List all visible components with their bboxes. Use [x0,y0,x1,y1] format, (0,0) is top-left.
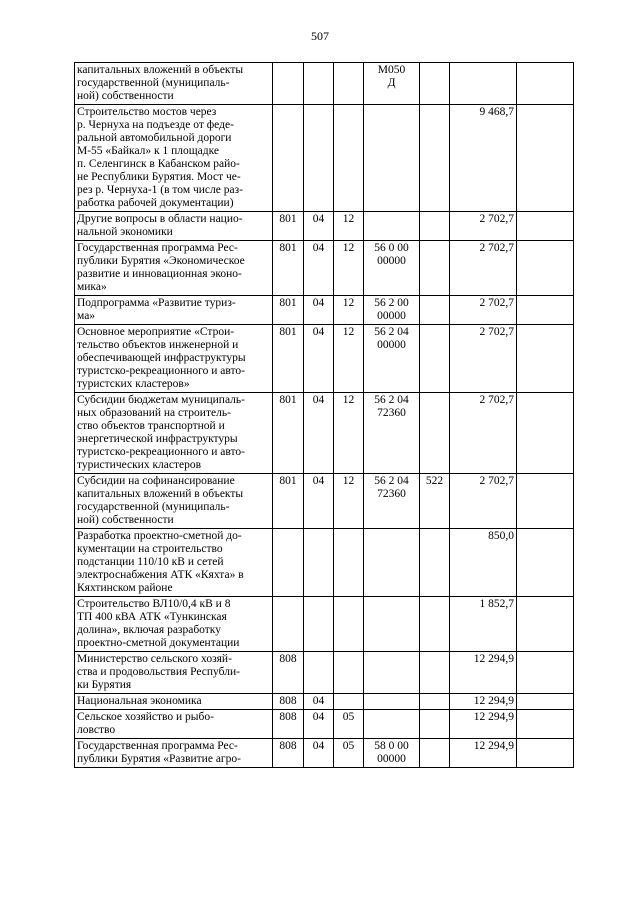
expense-type-cell [420,212,450,241]
budget-table-body [75,63,574,768]
expense-type-cell [420,529,450,597]
table-row [75,393,574,474]
amount-cell: 850,0 [450,529,517,597]
amount-cell: 2 702,7 [450,474,517,529]
subsection-code-cell: 12 [334,296,364,325]
target-article-cell: 56 0 00 00000 [364,241,420,296]
table-row [75,212,574,241]
extra-cell [517,105,574,212]
target-article-cell [364,694,420,710]
expense-type-cell [420,652,450,694]
ministry-code-cell: 801 [273,241,304,296]
page-number: 507 [311,29,329,43]
row-name-cell: Строительство ВЛ10/0,4 кВ и 8 ТП 400 кВА АТК «Тункинская долина», включая разработку проектно-сметной документации [75,597,273,652]
row-name-cell: Министерство сельского хозяй- ства и продовольствия Республи- ки Бурятия [75,652,273,694]
expense-type-cell [420,710,450,739]
row-name-cell: Сельское хозяйство и рыбо- ловство [75,710,273,739]
ministry-code-cell: 808 [273,739,304,768]
target-article-cell: 58 0 00 00000 [364,739,420,768]
row-name-cell: Государственная программа Рес- публики Бурятия «Развитие агро- [75,739,273,768]
expense-type-cell [420,393,450,474]
budget-table [74,62,574,768]
extra-cell [517,296,574,325]
target-article-cell [364,105,420,212]
table-row [75,710,574,739]
target-article-cell: 56 2 04 72360 [364,393,420,474]
row-name-cell: Подпрограмма «Развитие туриз- ма» [75,296,273,325]
table-row [75,597,574,652]
target-article-cell: 56 2 00 00000 [364,296,420,325]
table-row [75,474,574,529]
row-name-cell: Национальная экономика [75,694,273,710]
extra-cell [517,212,574,241]
extra-cell [517,325,574,393]
section-code-cell: 04 [304,694,334,710]
target-article-cell: 56 2 04 00000 [364,325,420,393]
ministry-code-cell: 808 [273,710,304,739]
amount-cell: 2 702,7 [450,212,517,241]
section-code-cell: 04 [304,325,334,393]
subsection-code-cell: 12 [334,474,364,529]
table-row [75,694,574,710]
amount-cell: 2 702,7 [450,393,517,474]
expense-type-cell [420,325,450,393]
section-code-cell: 04 [304,212,334,241]
row-name-cell: Строительство мостов через р. Чернуха на подъезде от феде- ральной автомобильной дороги М-55 «Байкал» к 1 площадке п. Селенгинск в Кабанском райо- не Республики Бурятия. Мост че- рез р. Чернуха-1 (в том числе раз- работка рабочей документации) [75,105,273,212]
ministry-code-cell [273,105,304,212]
extra-cell [517,63,574,105]
expense-type-cell [420,694,450,710]
row-name-cell: Субсидии бюджетам муниципаль- ных образований на строитель- ство объектов транспортной и энергетической инфраструктуры туристско-рекреационного и авто- туристических кластеров [75,393,273,474]
table-row [75,296,574,325]
table-row [75,652,574,694]
expense-type-cell [420,597,450,652]
ministry-code-cell: 801 [273,212,304,241]
subsection-code-cell: 12 [334,212,364,241]
section-code-cell [304,63,334,105]
subsection-code-cell: 05 [334,739,364,768]
section-code-cell: 04 [304,393,334,474]
section-code-cell: 04 [304,241,334,296]
ministry-code-cell: 801 [273,474,304,529]
expense-type-cell [420,241,450,296]
extra-cell [517,597,574,652]
amount-cell: 12 294,9 [450,739,517,768]
subsection-code-cell [334,529,364,597]
section-code-cell: 04 [304,474,334,529]
amount-cell: 1 852,7 [450,597,517,652]
extra-cell [517,710,574,739]
ministry-code-cell: 801 [273,325,304,393]
target-article-cell [364,597,420,652]
subsection-code-cell [334,63,364,105]
subsection-code-cell: 12 [334,393,364,474]
ministry-code-cell: 801 [273,296,304,325]
section-code-cell: 04 [304,710,334,739]
target-article-cell [364,710,420,739]
row-name-cell: Основное мероприятие «Строи- тельство объектов инженерной и обеспечивающей инфраструктуры туристско-рекреационного и авто- туристских кластеров» [75,325,273,393]
section-code-cell [304,529,334,597]
ministry-code-cell: 808 [273,652,304,694]
ministry-code-cell [273,529,304,597]
table-row [75,63,574,105]
section-code-cell [304,105,334,212]
expense-type-cell [420,105,450,212]
ministry-code-cell: 808 [273,694,304,710]
row-name-cell: капитальных вложений в объекты государственной (муниципаль- ной) собственности [75,63,273,105]
subsection-code-cell [334,652,364,694]
row-name-cell: Другие вопросы в области нацио- нальной экономики [75,212,273,241]
table-row [75,739,574,768]
amount-cell: 12 294,9 [450,694,517,710]
ministry-code-cell [273,597,304,652]
target-article-cell: 56 2 04 72360 [364,474,420,529]
subsection-code-cell [334,597,364,652]
amount-cell: 2 702,7 [450,325,517,393]
subsection-code-cell: 12 [334,241,364,296]
subsection-code-cell [334,694,364,710]
section-code-cell [304,652,334,694]
expense-type-cell: 522 [420,474,450,529]
amount-cell: 2 702,7 [450,296,517,325]
table-row [75,529,574,597]
expense-type-cell [420,296,450,325]
extra-cell [517,694,574,710]
section-code-cell: 04 [304,296,334,325]
extra-cell [517,241,574,296]
table-row [75,105,574,212]
target-article-cell [364,529,420,597]
section-code-cell: 04 [304,739,334,768]
extra-cell [517,652,574,694]
table-row [75,241,574,296]
amount-cell: 12 294,9 [450,710,517,739]
amount-cell: 2 702,7 [450,241,517,296]
ministry-code-cell: 801 [273,393,304,474]
section-code-cell [304,597,334,652]
expense-type-cell [420,739,450,768]
extra-cell [517,529,574,597]
table-row [75,325,574,393]
row-name-cell: Разработка проектно-сметной до- кументации на строительство подстанции 110/10 кВ и сетей электроснабжения АТК «Кяхта» в Кяхтинском районе [75,529,273,597]
subsection-code-cell: 05 [334,710,364,739]
amount-cell: 9 468,7 [450,105,517,212]
target-article-cell [364,652,420,694]
target-article-cell [364,212,420,241]
target-article-cell: М050 Д [364,63,420,105]
amount-cell [450,63,517,105]
ministry-code-cell [273,63,304,105]
row-name-cell: Субсидии на софинансирование капитальных вложений в объекты государственной (муниципаль- ной) собственности [75,474,273,529]
row-name-cell: Государственная программа Рес- публики Бурятия «Экономическое развитие и инновационная эконо- мика» [75,241,273,296]
extra-cell [517,739,574,768]
amount-cell: 12 294,9 [450,652,517,694]
subsection-code-cell [334,105,364,212]
extra-cell [517,393,574,474]
subsection-code-cell: 12 [334,325,364,393]
expense-type-cell [420,63,450,105]
extra-cell [517,474,574,529]
